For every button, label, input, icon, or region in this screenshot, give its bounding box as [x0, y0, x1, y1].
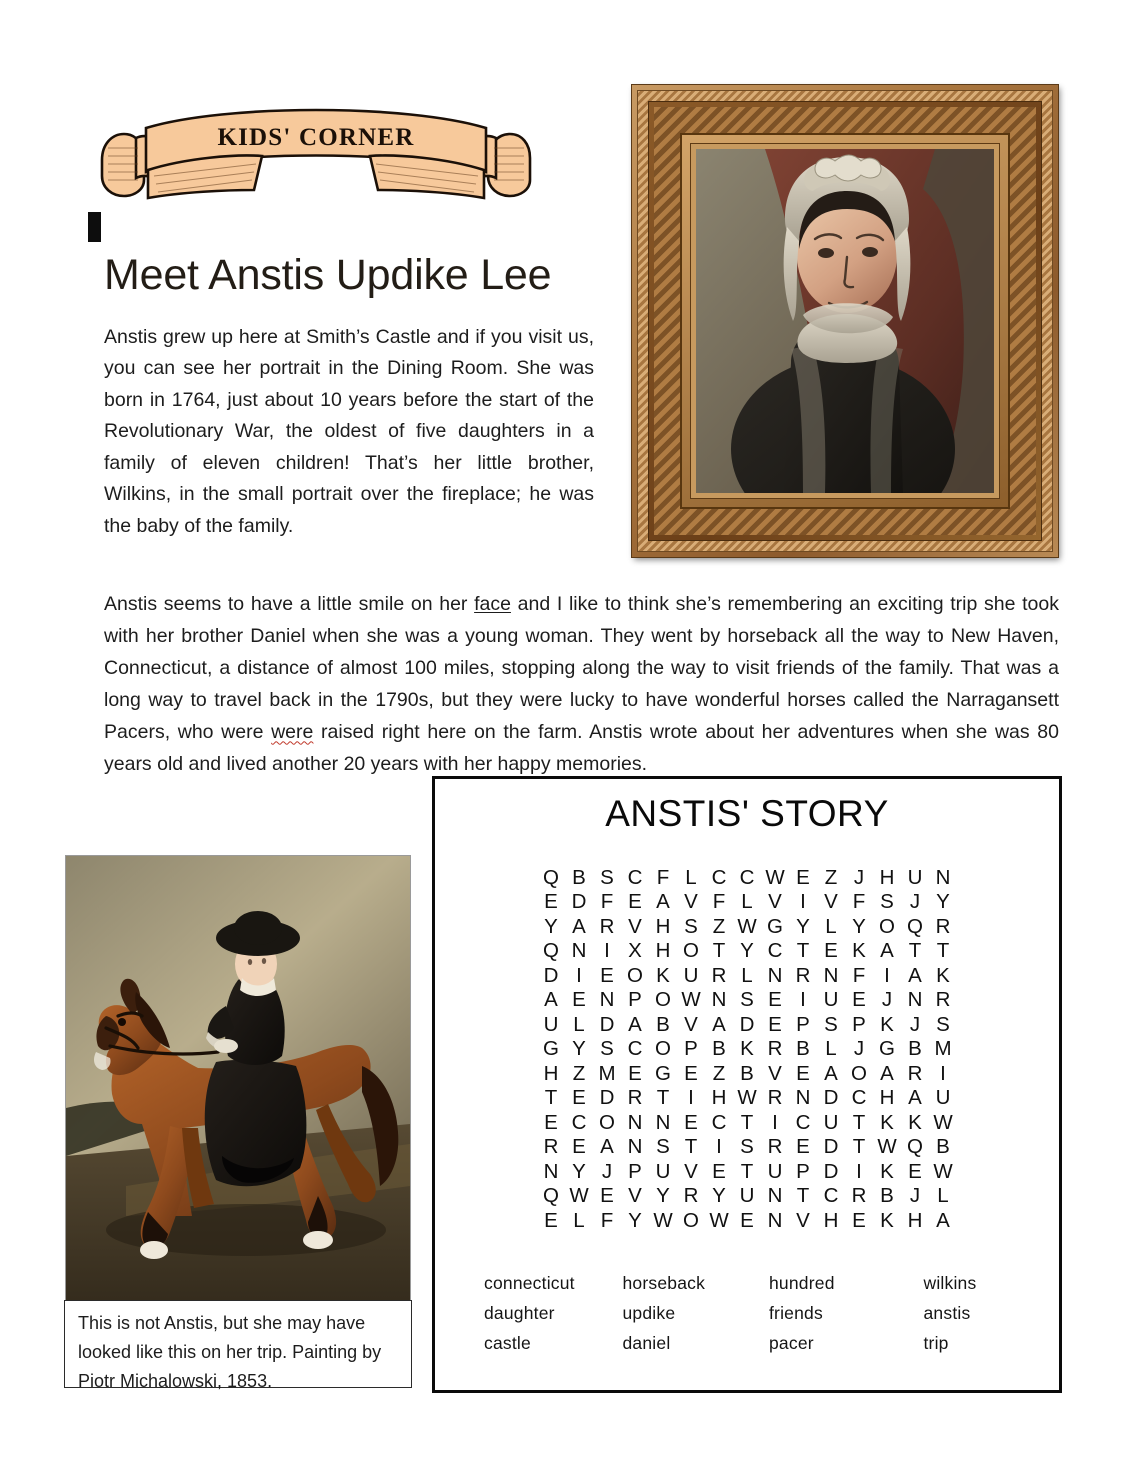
wordsearch-cell[interactable]: A: [600, 1135, 614, 1159]
wordsearch-cell[interactable]: C: [823, 1184, 839, 1208]
wordsearch-cell[interactable]: P: [628, 1159, 642, 1183]
wordsearch-cell[interactable]: E: [824, 939, 838, 963]
wordsearch-cell[interactable]: N: [795, 1086, 811, 1110]
wordsearch-cell[interactable]: Y: [572, 1037, 586, 1061]
wordsearch-cell[interactable]: C: [851, 1086, 867, 1110]
wordsearch-cell[interactable]: I: [800, 890, 806, 914]
wordsearch-cell[interactable]: V: [628, 914, 642, 938]
wordsearch-cell[interactable]: R: [543, 1135, 559, 1159]
wordsearch-cell[interactable]: E: [684, 1110, 698, 1134]
wordsearch-cell[interactable]: A: [544, 988, 558, 1012]
wordsearch-cell[interactable]: C: [627, 1037, 643, 1061]
wordsearch-cell[interactable]: K: [880, 1208, 894, 1232]
wordsearch-cell[interactable]: E: [544, 890, 558, 914]
wordsearch-cell[interactable]: N: [935, 865, 951, 889]
wordsearch-cell[interactable]: V: [628, 1184, 642, 1208]
wordsearch-cell[interactable]: A: [936, 1208, 950, 1232]
wordsearch-cell[interactable]: Y: [740, 939, 754, 963]
wordsearch-cell[interactable]: D: [599, 1012, 615, 1036]
wordsearch-cell[interactable]: I: [604, 939, 610, 963]
wordsearch-word: pacer: [769, 1333, 814, 1354]
wordsearch-cell[interactable]: J: [909, 1012, 921, 1036]
wordsearch-cell[interactable]: T: [740, 1110, 754, 1134]
wordsearch-cell[interactable]: N: [711, 988, 727, 1012]
horse-painting-caption: This is not Anstis, but she may have looked like this on her trip. Painting by Piotr Michalowski, 1853.: [64, 1300, 412, 1388]
wordsearch-cell[interactable]: N: [599, 988, 615, 1012]
wordsearch-cell[interactable]: R: [795, 963, 811, 987]
wordsearch-cell[interactable]: R: [851, 1184, 867, 1208]
wordsearch-cell[interactable]: W: [737, 914, 757, 938]
face-link[interactable]: face: [474, 592, 511, 615]
wordsearch-word: anstis: [923, 1303, 971, 1324]
wordsearch-cell[interactable]: V: [684, 1159, 698, 1183]
wordsearch-cell[interactable]: S: [824, 1012, 838, 1036]
wordsearch-cell[interactable]: G: [879, 1037, 895, 1061]
anstis-portrait-image: [696, 149, 994, 493]
wordsearch-cell[interactable]: T: [740, 1159, 754, 1183]
wordsearch-word: castle: [484, 1333, 531, 1354]
wordsearch-cell[interactable]: U: [823, 988, 839, 1012]
wordsearch-cell[interactable]: E: [544, 1110, 558, 1134]
wordsearch-cell[interactable]: K: [656, 963, 670, 987]
wordsearch-cell[interactable]: V: [768, 890, 782, 914]
wordsearch-cell[interactable]: S: [600, 1037, 614, 1061]
wordsearch-cell[interactable]: J: [881, 988, 893, 1012]
wordsearch-cell[interactable]: J: [909, 1184, 921, 1208]
wordsearch-cell[interactable]: E: [600, 1184, 614, 1208]
wordsearch-cell[interactable]: I: [856, 1159, 862, 1183]
wordsearch-cell[interactable]: S: [740, 988, 754, 1012]
wordsearch-cell[interactable]: N: [767, 963, 783, 987]
wordsearch-cell[interactable]: D: [823, 1086, 839, 1110]
wordsearch-word: wilkins: [923, 1273, 977, 1294]
wordsearch-cell[interactable]: Y: [628, 1208, 642, 1232]
wordsearch-cell[interactable]: T: [936, 939, 950, 963]
wordsearch-cell[interactable]: A: [908, 963, 922, 987]
wordsearch-cell[interactable]: D: [543, 963, 559, 987]
wordsearch-cell[interactable]: L: [825, 914, 837, 938]
wordsearch-cell[interactable]: S: [684, 914, 698, 938]
wordsearch-cell[interactable]: L: [573, 1208, 585, 1232]
wordsearch-cell[interactable]: T: [544, 1086, 558, 1110]
wordsearch-cell[interactable]: K: [852, 939, 866, 963]
wordsearch-cell[interactable]: Y: [712, 1184, 726, 1208]
wordsearch-cell[interactable]: A: [572, 914, 586, 938]
wordsearch-cell[interactable]: B: [656, 1012, 670, 1036]
wordsearch-cell[interactable]: R: [935, 988, 951, 1012]
wordsearch-cell[interactable]: S: [656, 1135, 670, 1159]
wordsearch-cell[interactable]: A: [656, 890, 670, 914]
wordsearch-cell[interactable]: E: [572, 1135, 586, 1159]
wordsearch-cell[interactable]: K: [880, 1159, 894, 1183]
story-text-part-3: raised right here on the farm. Anstis wrote about her adventures when she was 80 years old and lived another 20 years with her happy memories.: [104, 720, 1059, 775]
kids-corner-banner: [86, 98, 546, 203]
anstis-portrait-frame: [632, 85, 1058, 557]
wordsearch-cell[interactable]: Z: [824, 865, 838, 889]
wordsearch-cell[interactable]: N: [627, 1110, 643, 1134]
wordsearch-cell[interactable]: Y: [544, 914, 558, 938]
wordsearch-cell[interactable]: T: [656, 1086, 670, 1110]
wordsearch-cell[interactable]: E: [852, 1208, 866, 1232]
wordsearch-cell[interactable]: H: [655, 914, 671, 938]
wordsearch-cell[interactable]: U: [655, 1159, 671, 1183]
wordsearch-cell[interactable]: O: [683, 1208, 699, 1232]
wordsearch-cell[interactable]: I: [688, 1086, 694, 1110]
banner-label: KIDS' CORNER: [217, 124, 415, 151]
wordsearch-word: connecticut: [484, 1273, 575, 1294]
wordsearch-cell[interactable]: E: [628, 890, 642, 914]
wordsearch-cell[interactable]: O: [683, 939, 699, 963]
wordsearch-cell[interactable]: N: [543, 1159, 559, 1183]
wordsearch-cell[interactable]: X: [628, 939, 642, 963]
wordsearch-word: daniel: [622, 1333, 671, 1354]
wordsearch-cell[interactable]: D: [823, 1159, 839, 1183]
wordsearch-cell[interactable]: A: [880, 939, 894, 963]
wordsearch-cell[interactable]: E: [740, 1208, 754, 1232]
wordsearch-cell[interactable]: T: [852, 1110, 866, 1134]
story-text-part-1: Anstis seems to have a little smile on her: [104, 592, 475, 615]
wordsearch-cell[interactable]: I: [884, 963, 890, 987]
wordsearch-cell[interactable]: U: [739, 1184, 755, 1208]
wordsearch-cell[interactable]: H: [879, 865, 895, 889]
wordsearch-cell[interactable]: T: [796, 939, 810, 963]
wordsearch-cell[interactable]: O: [851, 1061, 867, 1085]
wordsearch-cell[interactable]: I: [772, 1110, 778, 1134]
wordsearch-word: trip: [923, 1333, 949, 1354]
wordsearch-cell[interactable]: N: [627, 1135, 643, 1159]
wordsearch-cell[interactable]: E: [796, 1135, 810, 1159]
wordsearch-cell[interactable]: U: [767, 1159, 783, 1183]
wordsearch-cell[interactable]: J: [909, 890, 921, 914]
wordsearch-cell[interactable]: Y: [572, 1159, 586, 1183]
intro-paragraph: Anstis grew up here at Smith’s Castle and if you visit us, you can see her portrait in the Dining Room. She was born in 1764, just about 10 years before the start of the Revolutionary War, the oldest of five daughters in a family of eleven children! That’s her little brother, Wilkins, in the small portrait over the fireplace; he was the baby of the family.: [104, 325, 594, 537]
wordsearch-cell[interactable]: S: [936, 1012, 950, 1036]
wordsearch-cell[interactable]: U: [907, 865, 923, 889]
wordsearch-cell[interactable]: O: [879, 914, 895, 938]
wordsearch-panel: [432, 776, 1062, 1393]
wordsearch-cell[interactable]: C: [571, 1110, 587, 1134]
wordsearch-cell[interactable]: E: [600, 963, 614, 987]
wordsearch-cell[interactable]: E: [712, 1159, 726, 1183]
wordsearch-word: updike: [622, 1303, 676, 1324]
wordsearch-cell[interactable]: F: [712, 890, 726, 914]
wordsearch-cell[interactable]: G: [655, 1061, 671, 1085]
wordsearch-cell[interactable]: U: [683, 963, 699, 987]
wordsearch-cell[interactable]: A: [908, 1086, 922, 1110]
wordsearch-cell[interactable]: O: [599, 1110, 615, 1134]
wordsearch-cell[interactable]: L: [573, 1012, 585, 1036]
wordsearch-cell[interactable]: R: [711, 963, 727, 987]
wordsearch-cell[interactable]: R: [935, 914, 951, 938]
wordsearch-cell[interactable]: M: [934, 1037, 952, 1061]
wordsearch-cell[interactable]: F: [852, 890, 866, 914]
wordsearch-cell[interactable]: A: [824, 1061, 838, 1085]
wordsearch-cell[interactable]: L: [741, 890, 753, 914]
wordsearch-cell[interactable]: S: [600, 865, 614, 889]
wordsearch-cell[interactable]: J: [601, 1159, 613, 1183]
wordsearch-cell[interactable]: F: [600, 890, 614, 914]
wordsearch-cell[interactable]: B: [796, 1037, 810, 1061]
wordsearch-cell[interactable]: W: [709, 1208, 729, 1232]
wordsearch-cell[interactable]: H: [711, 1086, 727, 1110]
text-cursor-mark: [88, 212, 101, 242]
wordsearch-word: friends: [769, 1303, 823, 1324]
wordsearch-word-list: [462, 1273, 1032, 1354]
wordsearch-cell[interactable]: E: [684, 1061, 698, 1085]
wordsearch-word: horseback: [622, 1273, 706, 1294]
wordsearch-cell[interactable]: L: [825, 1037, 837, 1061]
wordsearch-cell[interactable]: E: [852, 988, 866, 1012]
wordsearch-cell[interactable]: H: [823, 1208, 839, 1232]
wordsearch-cell[interactable]: L: [685, 865, 697, 889]
wordsearch-cell[interactable]: N: [767, 1184, 783, 1208]
wordsearch-cell[interactable]: O: [655, 1037, 671, 1061]
wordsearch-cell[interactable]: I: [716, 1135, 722, 1159]
wordsearch-cell[interactable]: V: [824, 890, 838, 914]
wordsearch-cell[interactable]: E: [768, 988, 782, 1012]
wordsearch-cell[interactable]: C: [795, 1110, 811, 1134]
wordsearch-cell[interactable]: Q: [543, 1184, 559, 1208]
wordsearch-cell[interactable]: Y: [936, 890, 950, 914]
wordsearch-cell[interactable]: S: [740, 1135, 754, 1159]
wordsearch-cell[interactable]: K: [908, 1110, 922, 1134]
wordsearch-cell[interactable]: I: [940, 1061, 946, 1085]
wordsearch-cell[interactable]: A: [712, 1012, 726, 1036]
wordsearch-cell[interactable]: Y: [656, 1184, 670, 1208]
wordsearch-cell[interactable]: D: [823, 1135, 839, 1159]
wordsearch-cell[interactable]: R: [907, 1061, 923, 1085]
wordsearch-cell[interactable]: U: [543, 1012, 559, 1036]
wordsearch-cell[interactable]: W: [933, 1159, 953, 1183]
wordsearch-cell[interactable]: S: [880, 890, 894, 914]
wordsearch-cell[interactable]: D: [739, 1012, 755, 1036]
wordsearch-cell[interactable]: W: [933, 1110, 953, 1134]
wordsearch-cell[interactable]: G: [543, 1037, 559, 1061]
wordsearch-cell[interactable]: J: [853, 1037, 865, 1061]
wordsearch-cell[interactable]: A: [628, 1012, 642, 1036]
wordsearch-cell[interactable]: R: [767, 1037, 783, 1061]
wordsearch-cell[interactable]: R: [599, 914, 615, 938]
wordsearch-cell[interactable]: L: [937, 1184, 949, 1208]
wordsearch-cell[interactable]: T: [852, 1135, 866, 1159]
horse-rider-painting: [66, 856, 410, 1300]
wordsearch-cell[interactable]: W: [737, 1086, 757, 1110]
wordsearch-grid[interactable]: [435, 866, 1059, 1234]
wordsearch-cell[interactable]: F: [600, 1208, 614, 1232]
wordsearch-cell[interactable]: I: [576, 963, 582, 987]
wordsearch-cell[interactable]: E: [768, 1012, 782, 1036]
wordsearch-cell[interactable]: Q: [907, 914, 923, 938]
wordsearch-cell[interactable]: N: [571, 939, 587, 963]
wordsearch-cell[interactable]: B: [712, 1037, 726, 1061]
wordsearch-cell[interactable]: P: [796, 1012, 810, 1036]
wordsearch-cell[interactable]: N: [655, 1110, 671, 1134]
wordsearch-cell[interactable]: C: [739, 865, 755, 889]
wordsearch-cell[interactable]: E: [796, 865, 810, 889]
wordsearch-cell[interactable]: P: [796, 1159, 810, 1183]
wordsearch-cell[interactable]: N: [907, 988, 923, 1012]
wordsearch-cell[interactable]: W: [681, 988, 701, 1012]
wordsearch-cell[interactable]: E: [796, 1061, 810, 1085]
wordsearch-cell[interactable]: V: [684, 1012, 698, 1036]
wordsearch-cell[interactable]: A: [880, 1061, 894, 1085]
wordsearch-cell[interactable]: O: [627, 963, 643, 987]
wordsearch-cell[interactable]: H: [655, 939, 671, 963]
wordsearch-cell[interactable]: P: [684, 1037, 698, 1061]
wordsearch-cell[interactable]: E: [572, 1086, 586, 1110]
wordsearch-cell[interactable]: K: [936, 963, 950, 987]
wordsearch-cell[interactable]: R: [767, 1135, 783, 1159]
wordsearch-cell[interactable]: B: [740, 1061, 754, 1085]
wordsearch-cell[interactable]: V: [796, 1208, 810, 1232]
spellcheck-flagged-word: were: [271, 720, 314, 743]
wordsearch-cell[interactable]: V: [768, 1061, 782, 1085]
wordsearch-cell[interactable]: U: [935, 1086, 951, 1110]
wordsearch-cell[interactable]: H: [879, 1086, 895, 1110]
wordsearch-cell[interactable]: F: [656, 865, 670, 889]
wordsearch-cell[interactable]: E: [544, 1208, 558, 1232]
wordsearch-cell[interactable]: B: [936, 1135, 950, 1159]
wordsearch-cell[interactable]: L: [741, 963, 753, 987]
wordsearch-cell[interactable]: Z: [712, 914, 726, 938]
wordsearch-cell[interactable]: C: [711, 865, 727, 889]
wordsearch-cell[interactable]: T: [712, 939, 726, 963]
wordsearch-cell[interactable]: M: [598, 1061, 616, 1085]
wordsearch-cell[interactable]: P: [852, 1012, 866, 1036]
wordsearch-cell[interactable]: G: [767, 914, 783, 938]
wordsearch-cell[interactable]: W: [877, 1135, 897, 1159]
wordsearch-cell[interactable]: J: [853, 865, 865, 889]
wordsearch-cell[interactable]: K: [880, 1012, 894, 1036]
wordsearch-word: hundred: [769, 1273, 835, 1294]
wordsearch-cell[interactable]: R: [767, 1086, 783, 1110]
wordsearch-cell[interactable]: Q: [543, 865, 559, 889]
wordsearch-cell[interactable]: W: [569, 1184, 589, 1208]
wordsearch-cell[interactable]: T: [908, 939, 922, 963]
wordsearch-cell[interactable]: E: [628, 1061, 642, 1085]
wordsearch-cell[interactable]: B: [908, 1037, 922, 1061]
wordsearch-cell[interactable]: Y: [852, 914, 866, 938]
wordsearch-cell[interactable]: W: [653, 1208, 673, 1232]
wordsearch-cell[interactable]: Z: [572, 1061, 586, 1085]
wordsearch-cell[interactable]: Q: [907, 1135, 923, 1159]
wordsearch-cell[interactable]: E: [908, 1159, 922, 1183]
wordsearch-cell[interactable]: I: [800, 988, 806, 1012]
story-text-part-2: and I like to think she’s remembering an exciting trip she took with her brother Daniel when she was a young woman. They went by horseback all the way to New Haven, Connecticut, a distance of almost 100 miles, stopping along the way to visit friends of the family. That was a long way to travel back in the 1790s, but they were lucky to have wonderful horses called the Narragansett Pacers, who were: [104, 592, 1059, 743]
wordsearch-cell[interactable]: B: [880, 1184, 894, 1208]
wordsearch-cell[interactable]: N: [767, 1208, 783, 1232]
wordsearch-cell[interactable]: K: [880, 1110, 894, 1134]
wordsearch-cell[interactable]: W: [765, 865, 785, 889]
page-title: Meet Anstis Updike Lee: [104, 250, 552, 299]
wordsearch-cell[interactable]: C: [627, 865, 643, 889]
wordsearch-cell[interactable]: C: [711, 1110, 727, 1134]
wordsearch-word: daughter: [484, 1303, 555, 1324]
wordsearch-cell[interactable]: H: [907, 1208, 923, 1232]
wordsearch-cell[interactable]: V: [684, 890, 698, 914]
wordsearch-cell[interactable]: B: [572, 865, 586, 889]
wordsearch-cell[interactable]: T: [796, 1184, 810, 1208]
wordsearch-cell[interactable]: K: [740, 1037, 754, 1061]
wordsearch-cell[interactable]: C: [767, 939, 783, 963]
wordsearch-cell[interactable]: Z: [712, 1061, 726, 1085]
wordsearch-cell[interactable]: H: [543, 1061, 559, 1085]
wordsearch-cell[interactable]: N: [823, 963, 839, 987]
wordsearch-cell[interactable]: D: [599, 1086, 615, 1110]
wordsearch-cell[interactable]: U: [823, 1110, 839, 1134]
wordsearch-cell[interactable]: Y: [796, 914, 810, 938]
wordsearch-cell[interactable]: P: [628, 988, 642, 1012]
wordsearch-cell[interactable]: O: [655, 988, 671, 1012]
wordsearch-title: ANSTIS' STORY: [605, 793, 889, 834]
wordsearch-cell[interactable]: T: [684, 1135, 698, 1159]
wordsearch-cell[interactable]: R: [683, 1184, 699, 1208]
wordsearch-cell[interactable]: E: [572, 988, 586, 1012]
wordsearch-cell[interactable]: R: [627, 1086, 643, 1110]
wordsearch-cell[interactable]: F: [852, 963, 866, 987]
wordsearch-cell[interactable]: D: [571, 890, 587, 914]
wordsearch-cell[interactable]: Q: [543, 939, 559, 963]
story-paragraph: [104, 588, 1059, 780]
